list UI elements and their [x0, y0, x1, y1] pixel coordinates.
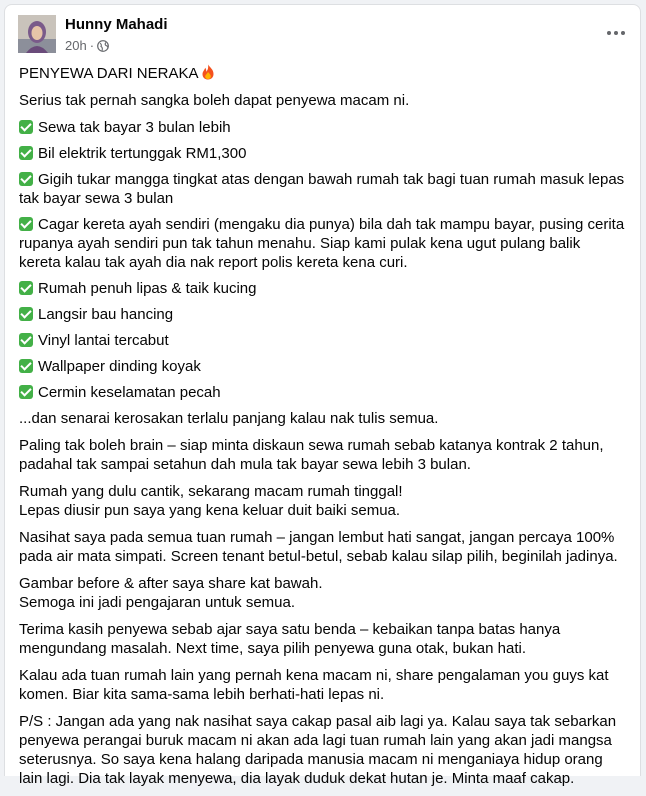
checklist-item [19, 144, 626, 163]
checklist [19, 118, 626, 402]
post-paragraph: Rumah yang dulu cantik, sekarang macam rumah tinggal! Lepas diusir pun saya yang kena keluar duit baiki semua. [19, 483, 403, 519]
post-intro: Serius tak pernah sangka boleh dapat penyewa macam ni. [19, 92, 410, 109]
post-title-line [19, 64, 626, 83]
author-name[interactable]: Hunny Mahadi [65, 16, 168, 33]
check-mark-icon [19, 281, 33, 295]
post-title: PENYEWA DARI NERAKA [19, 65, 199, 82]
check-mark-icon [19, 172, 33, 186]
checklist-item [19, 215, 626, 272]
checklist-item-text: Gigih tukar mangga tingkat atas dengan bawah rumah tak bagi tuan rumah masuk lepas tak bayar sewa 3 bulan [19, 171, 625, 207]
more-options-icon [607, 31, 625, 35]
post-content [19, 64, 626, 796]
post-header [5, 5, 640, 55]
checklist-item-text: Rumah penuh lipas & taik kucing [38, 280, 257, 297]
check-mark-icon [19, 217, 33, 231]
post-paragraph: Nasihat saya pada semua tuan rumah – jangan lembut hati sangat, jangan percaya 100% pada air mata simpati. Screen tenant betul-betul, sebab kalau silap pilih, beginilah jadinya. [19, 529, 618, 565]
meta-separator: · [89, 38, 95, 53]
post-card [4, 4, 641, 787]
checklist-item-text: Bil elektrik tertunggak RM1,300 [38, 145, 247, 162]
check-mark-icon [19, 120, 33, 134]
checklist-item-text: Wallpaper dinding koyak [38, 358, 201, 375]
check-mark-icon [19, 333, 33, 347]
checklist-item [19, 331, 626, 350]
check-mark-icon [19, 359, 33, 373]
post-paragraph: P/S : Jangan ada yang nak nasihat saya cakap pasal aib lagi ya. Kalau saya tak sebarkan penyewa perangai buruk macam ni akan ada lagi tuan rumah lain yang akan jadi mangsa seterusnya. So saya kena halang daripada manusia macam ni menganiaya hidup orang lain lagi. Dia tak layak menyewa, dia layak duduk dekat hutan je. Minta maaf cakap. [19, 713, 617, 787]
post-paragraph: Gambar before & after saya share kat bawah. Semoga ini jadi pengajaran untuk semua. [19, 575, 323, 611]
checklist-item [19, 305, 626, 324]
post-meta [65, 38, 109, 53]
post-paragraph: Terima kasih penyewa sebab ajar saya satu benda – kebaikan tanpa batas hanya mengundang masalah. Next time, saya pilih penyewa guna otak, bukan hati. [19, 621, 561, 657]
checklist-item-text: Sewa tak bayar 3 bulan lebih [38, 119, 231, 136]
checklist-item-text: Vinyl lantai tercabut [38, 332, 169, 349]
checklist-item-text: Cermin keselamatan pecah [38, 384, 221, 401]
checklist-item [19, 357, 626, 376]
post-paragraph: Paling tak boleh brain – siap minta diskaun sewa rumah sebab katanya kontrak 2 tahun, padahal tak sampai setahun dah mula tak bayar sewa lebih 3 bulan. [19, 437, 604, 473]
checklist-item [19, 170, 626, 208]
check-mark-icon [19, 385, 33, 399]
more-options-button[interactable] [600, 19, 632, 47]
avatar-image-icon [18, 15, 56, 53]
fire-icon [201, 64, 215, 80]
post-timestamp[interactable]: 20h [65, 38, 87, 53]
paragraphs [19, 409, 626, 788]
checklist-item-text: Cagar kereta ayah sendiri (mengaku dia punya) bila dah tak mampu bayar, pusing cerita rupanya ayah sendiri pun tak tahun menahu. Siap kami pulak kena ugut pulang balik kereta kalau tak ayah dia nak report polis kereta kena curi. [19, 216, 625, 271]
checklist-item [19, 279, 626, 298]
post-paragraph: ...dan senarai kerosakan terlalu panjang kalau nak tulis semua. [19, 410, 439, 427]
checklist-item-text: Langsir bau hancing [38, 306, 174, 323]
checklist-item [19, 118, 626, 137]
check-mark-icon [19, 307, 33, 321]
avatar[interactable] [18, 15, 56, 53]
checklist-item [19, 383, 626, 402]
check-mark-icon [19, 146, 33, 160]
post-paragraph: Kalau ada tuan rumah lain yang pernah kena macam ni, share pengalaman you guys kat komen. Biar kita sama-sama lebih berhati-hati lepas ni. [19, 667, 609, 703]
globe-icon [97, 40, 109, 52]
